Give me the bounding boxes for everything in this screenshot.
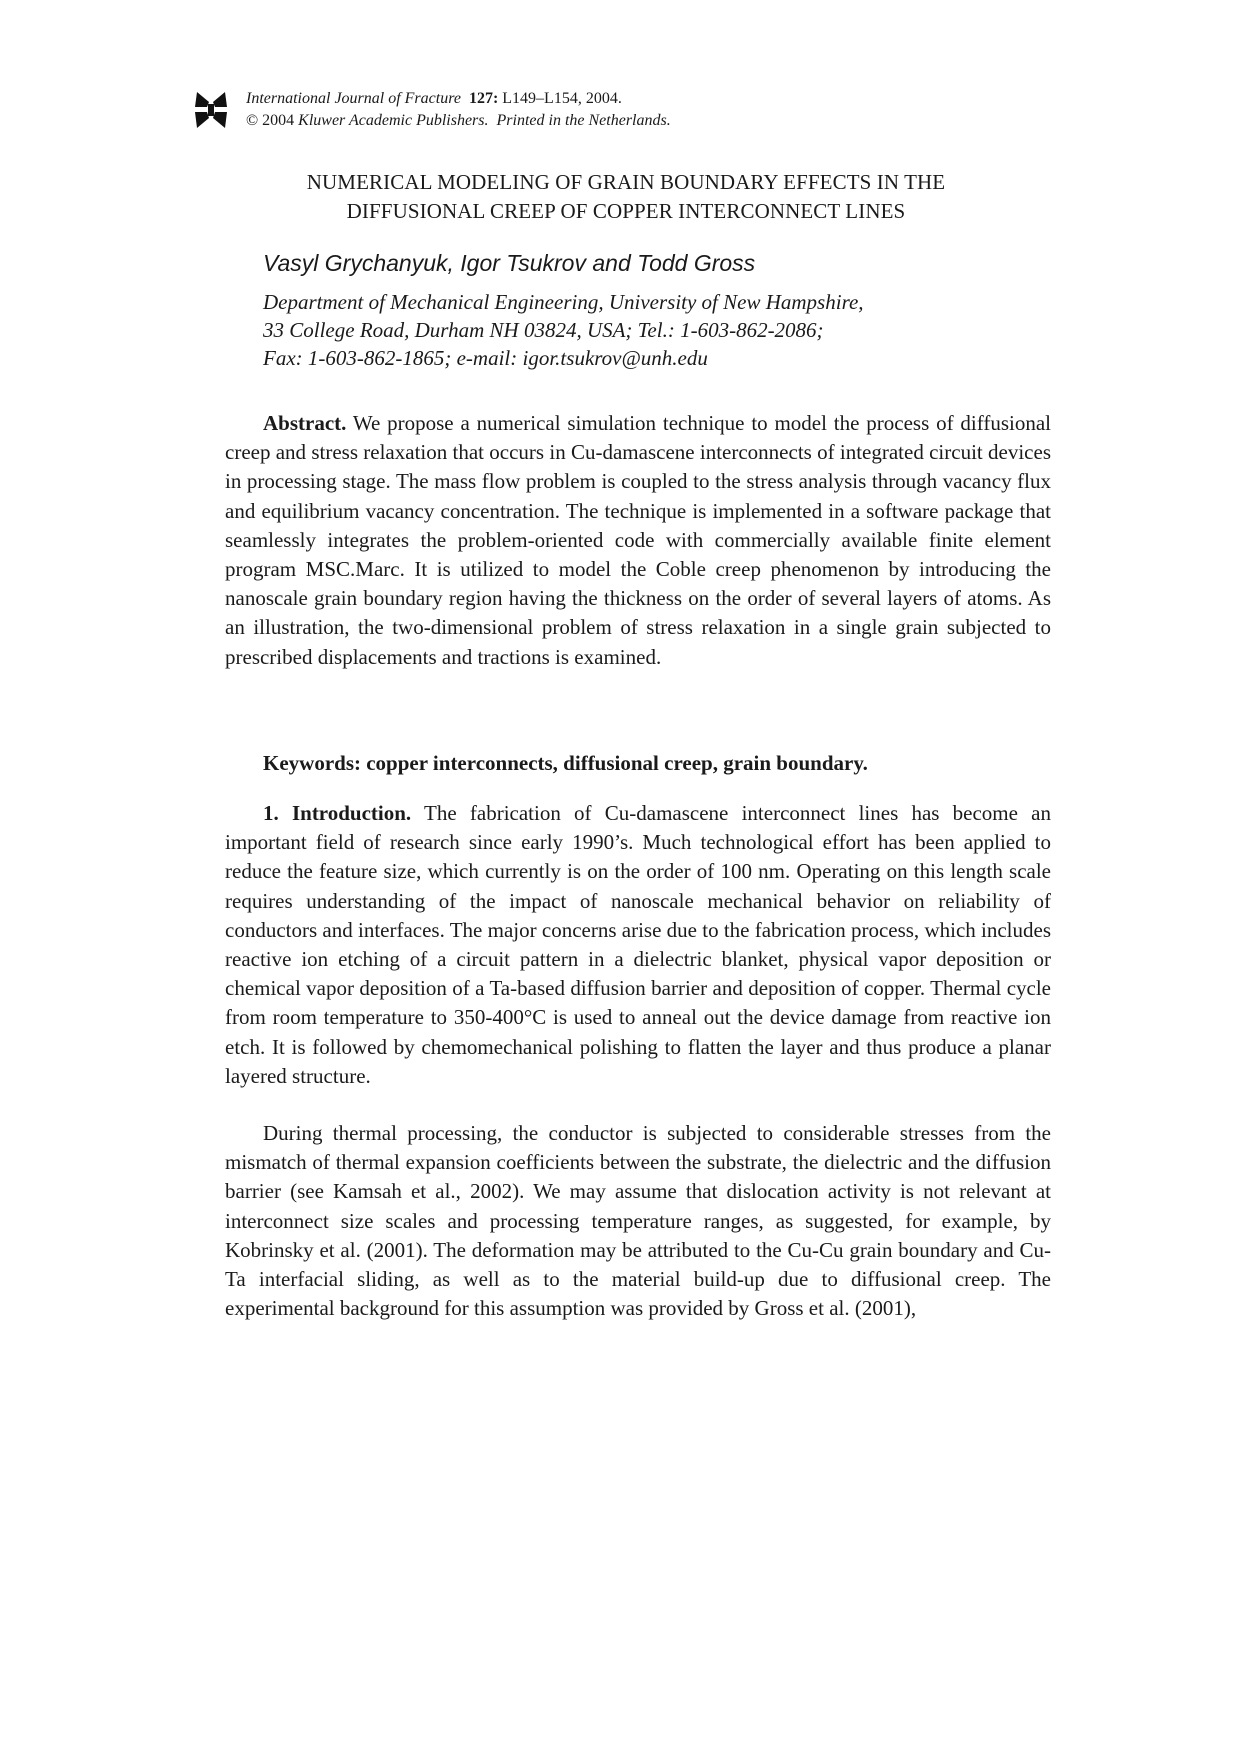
intro-para-1-text: The fabrication of Cu-damascene interconnect lines has become an important field of research since early 1990’s. Much technological effort has been applied to reduce the feature size, which currently is on the order of 100 nm. Operating on this length scale requires understanding of the impact of nanoscale mechanical behavior on reliability of conductors and interfaces. The major concerns arise due to the fabrication process, which includes reactive ion etching of a circuit pattern in a dielectric blanket, physical vapor deposition or chemical vapor deposition of a Ta-based diffusion barrier and deposition of copper. Thermal cycle from room temperature to 350-400°C is used to anneal out the device damage from reactive ion etch. It is followed by chemomechanical polishing to flatten the layer and thus produce a planar layered structure. [225,801,1051,1088]
journal-name: International Journal of Fracture [246,90,461,107]
author-affiliation [263,288,1043,372]
intro-paragraph-1 [225,799,1051,1091]
introduction-section [225,799,1051,1091]
keywords: Keywords: copper interconnects, diffusional creep, grain boundary. [263,751,868,775]
title-line-2: DIFFUSIONAL CREEP OF COPPER INTERCONNECT LINES [346,199,906,223]
copyright-symbol: © [246,112,259,129]
intro-heading: 1. Introduction. [263,801,412,825]
publisher-name: Kluwer Academic Publishers. [298,112,489,129]
paper-authors: Vasyl Grychanyuk, Igor Tsukrov and Todd Gross [263,250,756,276]
affiliation-line-3: Fax: 1-603-862-1865; e-mail: igor.tsukrov@unh.edu [263,346,708,370]
journal-volume: 127: [468,90,499,107]
intro-paragraph-2 [225,1119,1051,1323]
journal-line-1 [246,88,671,110]
intro-para-2-text: During thermal processing, the conductor is subjected to considerable stresses from the mismatch of thermal expansion coefficients between the substrate, the dielectric and the diffusion barrier (see Kamsah et al., 2002). We may assume that dislocation activity is not relevant at interconnect size scales and processing temperature ranges, as suggested, for example, by Kobrinsky et al. (2001). The deformation may be attributed to the Cu-Cu grain boundary and Cu-Ta interfacial sliding, as well as to the material build-up due to diffusional creep. The experimental background for this assumption was provided by Gross et al. (2001), [225,1121,1051,1321]
journal-pages-year: L149–L154, 2004. [502,90,622,107]
copyright-year: 2004 [262,112,295,129]
abstract-heading: Abstract. [263,411,347,435]
journal-line-2 [246,110,671,132]
affiliation-line-1: Department of Mechanical Engineering, University of New Hampshire, [263,290,864,314]
abstract-section [225,409,1051,672]
affiliation-line-2: 33 College Road, Durham NH 03824, USA; Tel.: 1-603-862-2086; [263,318,824,342]
abstract-paragraph [225,409,1051,672]
title-line-1: NUMERICAL MODELING OF GRAIN BOUNDARY EFFECTS IN THE [306,170,946,194]
abstract-text: We propose a numerical simulation technique to model the process of diffusional creep and stress relaxation that occurs in Cu-damascene interconnects of integrated circuit devices in processing stage. The mass flow problem is coupled to the stress analysis through vacancy flux and equilibrium vacancy concentration. The technique is implemented in a software package that seamlessly integrates the problem-oriented code with commercially available finite element program MSC.Marc. It is utilized to model the Coble creep phenomenon by introducing the nanoscale grain boundary region having the thickness on the order of several layers of atoms. As an illustration, the two-dimensional problem of stress relaxation in a single grain subjected to prescribed displacements and tractions is examined. [225,411,1051,669]
kluwer-logo-icon [193,90,229,130]
introduction-paragraph-2 [225,1119,1051,1323]
printed-note: Printed in the Netherlands. [496,112,671,129]
paper-title [226,168,1026,226]
journal-header [246,88,671,132]
